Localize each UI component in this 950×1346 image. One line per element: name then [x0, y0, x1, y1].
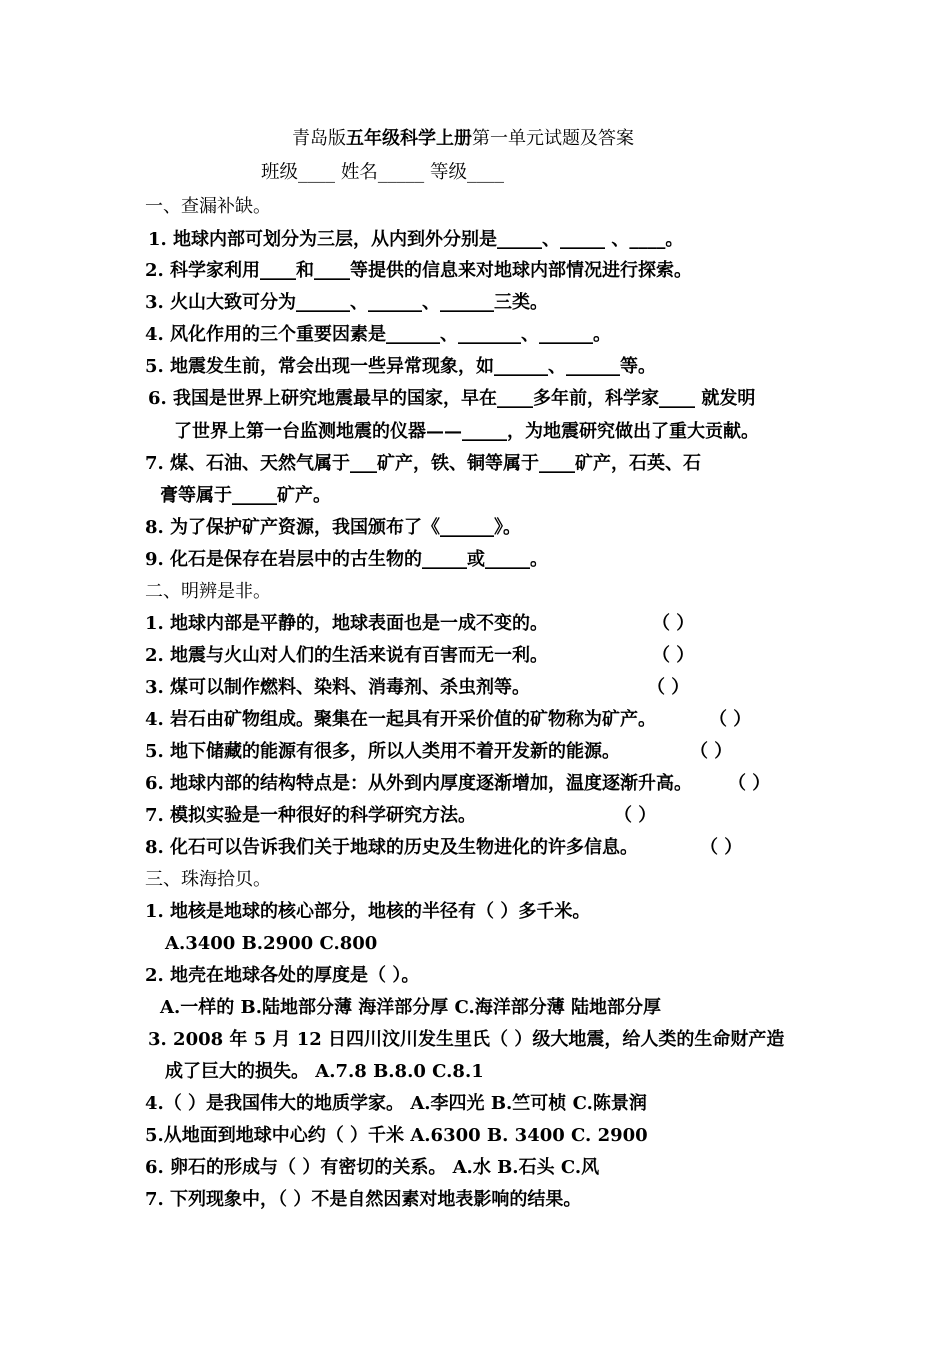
title-prefix: 青岛版 [292, 128, 346, 149]
header-fields: 班级____ 姓名_____ 等级____ [261, 162, 505, 183]
s1-line: 5. 地震发生前，常会出现一些异常现象，如______、______等。 [145, 356, 657, 377]
s3-line: 6. 卵石的形成与（ ）有密切的关系。 A.水 B.石头 C.风 [145, 1157, 600, 1178]
s2-paren: （ ） [690, 741, 733, 762]
s1-line: 8. 为了保护矿产资源，我国颁布了《______》。 [145, 517, 522, 538]
s2-item: 6. 地球内部的结构特点是：从外到内厚度逐渐增加，温度逐渐升高。 [145, 773, 693, 794]
s2-item: 4. 岩石由矿物组成。聚集在一起具有开采价值的矿物称为矿产。 [145, 709, 657, 730]
s3-line: 2. 地壳在地球各处的厚度是（ ）。 [145, 965, 420, 986]
s1-line: 3. 火山大致可分为______、______、______三类。 [145, 292, 549, 313]
s2-item: 8. 化石可以告诉我们关于地球的历史及生物进化的许多信息。 [145, 837, 639, 858]
s2-item: 1. 地球内部是平静的，地球表面也是一成不变的。 [145, 613, 549, 634]
s3-options: A.3400 B.2900 C.800 [165, 933, 378, 954]
section3-heading: 三、珠海拾贝。 [145, 869, 271, 890]
s2-item: 2. 地震与火山对人们的生活来说有百害而无一利。 [145, 645, 549, 666]
s2-paren: （ ） [709, 709, 752, 730]
s3-line: 4.（ ）是我国伟大的地质学家。 A.李四光 B.竺可桢 C.陈景润 [145, 1093, 647, 1114]
s2-paren: （ ） [652, 613, 695, 634]
section2-heading: 二、明辨是非。 [145, 581, 271, 602]
document-title [292, 128, 634, 150]
s3-options: A.一样的 B.陆地部分薄 海洋部分厚 C.海洋部分薄 陆地部分厚 [160, 997, 662, 1018]
s3-line: 7. 下列现象中，（ ）不是自然因素对地表影响的结果。 [145, 1189, 582, 1210]
s1-line: 9. 化石是保存在岩层中的古生物的_____或_____。 [145, 549, 549, 570]
s1-line: 6. 我国是世界上研究地震最早的国家，早在____多年前，科学家____ 就发明 [148, 388, 756, 409]
s3-line: 3. 2008 年 5 月 12 日四川汶川发生里氏（ ）级大地震，给人类的生命财产造 [148, 1029, 785, 1050]
s1-line: 7. 煤、石油、天然气属于___矿产，铁、铜等属于____矿产，石英、石 [145, 453, 702, 474]
title-grade: 五年级科学上册 [346, 128, 472, 149]
s2-paren: （ ） [652, 645, 695, 666]
s1-line: 2. 科学家利用____和____等提供的信息来对地球内部情况进行探索。 [145, 260, 693, 281]
s3-line: 5.从地面到地球中心约（ ）千米 A.6300 B. 3400 C. 2900 [145, 1125, 648, 1146]
s2-item: 3. 煤可以制作燃料、染料、消毒剂、杀虫剂等。 [145, 677, 531, 698]
s3-line: 1. 地核是地球的核心部分，地核的半径有（ ）多千米。 [145, 901, 591, 922]
s1-line: 了世界上第一台监测地震的仪器——_____，为地震研究做出了重大贡献。 [174, 421, 759, 442]
s2-paren: （ ） [728, 773, 771, 794]
s2-item: 5. 地下储藏的能源有很多，所以人类用不着开发新的能源。 [145, 741, 621, 762]
s2-paren: （ ） [700, 837, 743, 858]
s2-paren: （ ） [614, 805, 657, 826]
title-suffix: 第一单元试题及答案 [472, 128, 634, 149]
section1-heading: 一、查漏补缺。 [145, 196, 271, 217]
s1-line: 1. 地球内部可划分为三层，从内到外分别是_____、_____ 、____。 [148, 229, 684, 250]
s1-line: 膏等属于_____矿产。 [160, 485, 331, 506]
s2-paren: （ ） [647, 677, 690, 698]
s2-item: 7. 模拟实验是一种很好的科学研究方法。 [145, 805, 477, 826]
s1-line: 4. 风化作用的三个重要因素是______、_______、______。 [145, 324, 612, 345]
s3-line: 成了巨大的损失。 A.7.8 B.8.0 C.8.1 [165, 1061, 484, 1082]
